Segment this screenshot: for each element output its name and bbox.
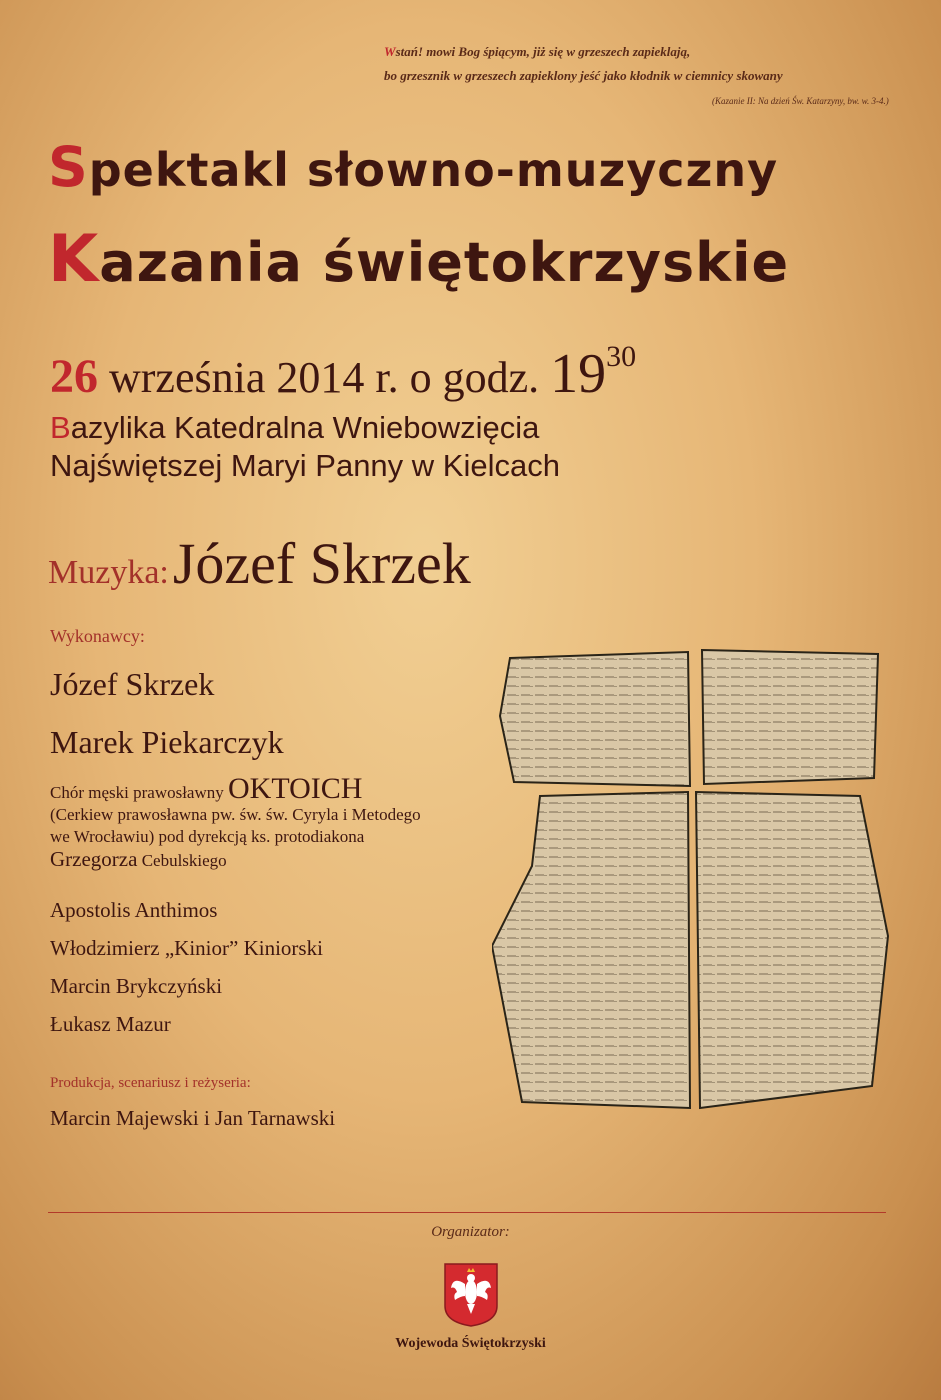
event-hour: 19	[550, 343, 607, 405]
title-line-1-text: pektakl słowno-muzyczny	[88, 143, 779, 197]
event-date-text: września 2014 r. o godz.	[98, 353, 540, 402]
organizer-label: Organizator:	[431, 1224, 510, 1240]
venue-line-1	[50, 410, 539, 446]
fragment-bottom-right	[696, 792, 888, 1108]
title-line-1	[48, 136, 778, 200]
quote-line-2: bo grzesznik w grzeszech zapieklony jeść jako kłodnik w ciemnicy skowany	[384, 68, 783, 83]
event-day: 26	[50, 350, 98, 403]
event-date	[50, 340, 636, 406]
choir-detail: (Cerkiew prawosławna pw. św. św. Cyryla i Metodego we Wrocławiu) pod dyrekcją ks. protodiakona	[50, 805, 421, 846]
title-line-2-text: azania świętokrzyskie	[99, 231, 790, 294]
music-credit	[48, 530, 471, 597]
venue-line-2: Najświętszej Maryi Panny w Kielcach	[50, 448, 560, 483]
fragment-bottom-left	[492, 792, 690, 1108]
performers-label: Wykonawcy:	[50, 626, 145, 646]
footer-divider	[48, 1212, 886, 1213]
quote-line-1-text: stań! mowi Bog śpiącym, jiż się w grzeszech zapieklają,	[395, 44, 691, 59]
organizer-name: Wojewoda Świętokrzyski	[395, 1336, 546, 1351]
performer-4: Włodzimierz „Kinior” Kiniorski	[50, 936, 323, 960]
composer-name: Józef Skrzek	[172, 531, 471, 596]
quote-line-1	[384, 44, 690, 60]
choir-credit	[50, 772, 430, 872]
production-names: Marcin Majewski i Jan Tarnawski	[50, 1106, 336, 1130]
performer-1: Józef Skrzek	[50, 666, 215, 702]
performer-3: Apostolis Anthimos	[50, 898, 218, 922]
title-line-2	[48, 222, 789, 297]
choir-name: OKTOICH	[228, 772, 363, 805]
choir-director-last: Cebulskiego	[137, 851, 227, 870]
title-initial-2: K	[48, 222, 100, 297]
manuscript-fragments-image	[492, 646, 892, 1116]
event-minutes: 30	[606, 340, 637, 373]
fragment-top-right	[702, 650, 878, 784]
title-initial-1: S	[48, 136, 89, 200]
performer-5: Marcin Brykczyński	[50, 974, 223, 998]
venue-initial: B	[50, 410, 71, 445]
venue-line-1-text: azylika Katedralna Wniebowzięcia	[70, 410, 540, 445]
choir-director: Grzegorza	[50, 847, 138, 871]
performer-2: Marek Piekarczyk	[50, 724, 284, 760]
music-label: Muzyka:	[48, 554, 169, 591]
production-label: Produkcja, scenariusz i reżyseria:	[50, 1075, 251, 1091]
polish-eagle-emblem-icon	[443, 1262, 499, 1328]
fragment-top-left	[500, 652, 690, 786]
quote-source: (Kazanie II: Na dzień Św. Katarzyny, bw. w. 3-4.)	[712, 96, 889, 106]
quote-initial: W	[384, 44, 396, 59]
choir-prefix: Chór męski prawosławny	[50, 783, 229, 802]
performer-6: Łukasz Mazur	[50, 1012, 171, 1036]
